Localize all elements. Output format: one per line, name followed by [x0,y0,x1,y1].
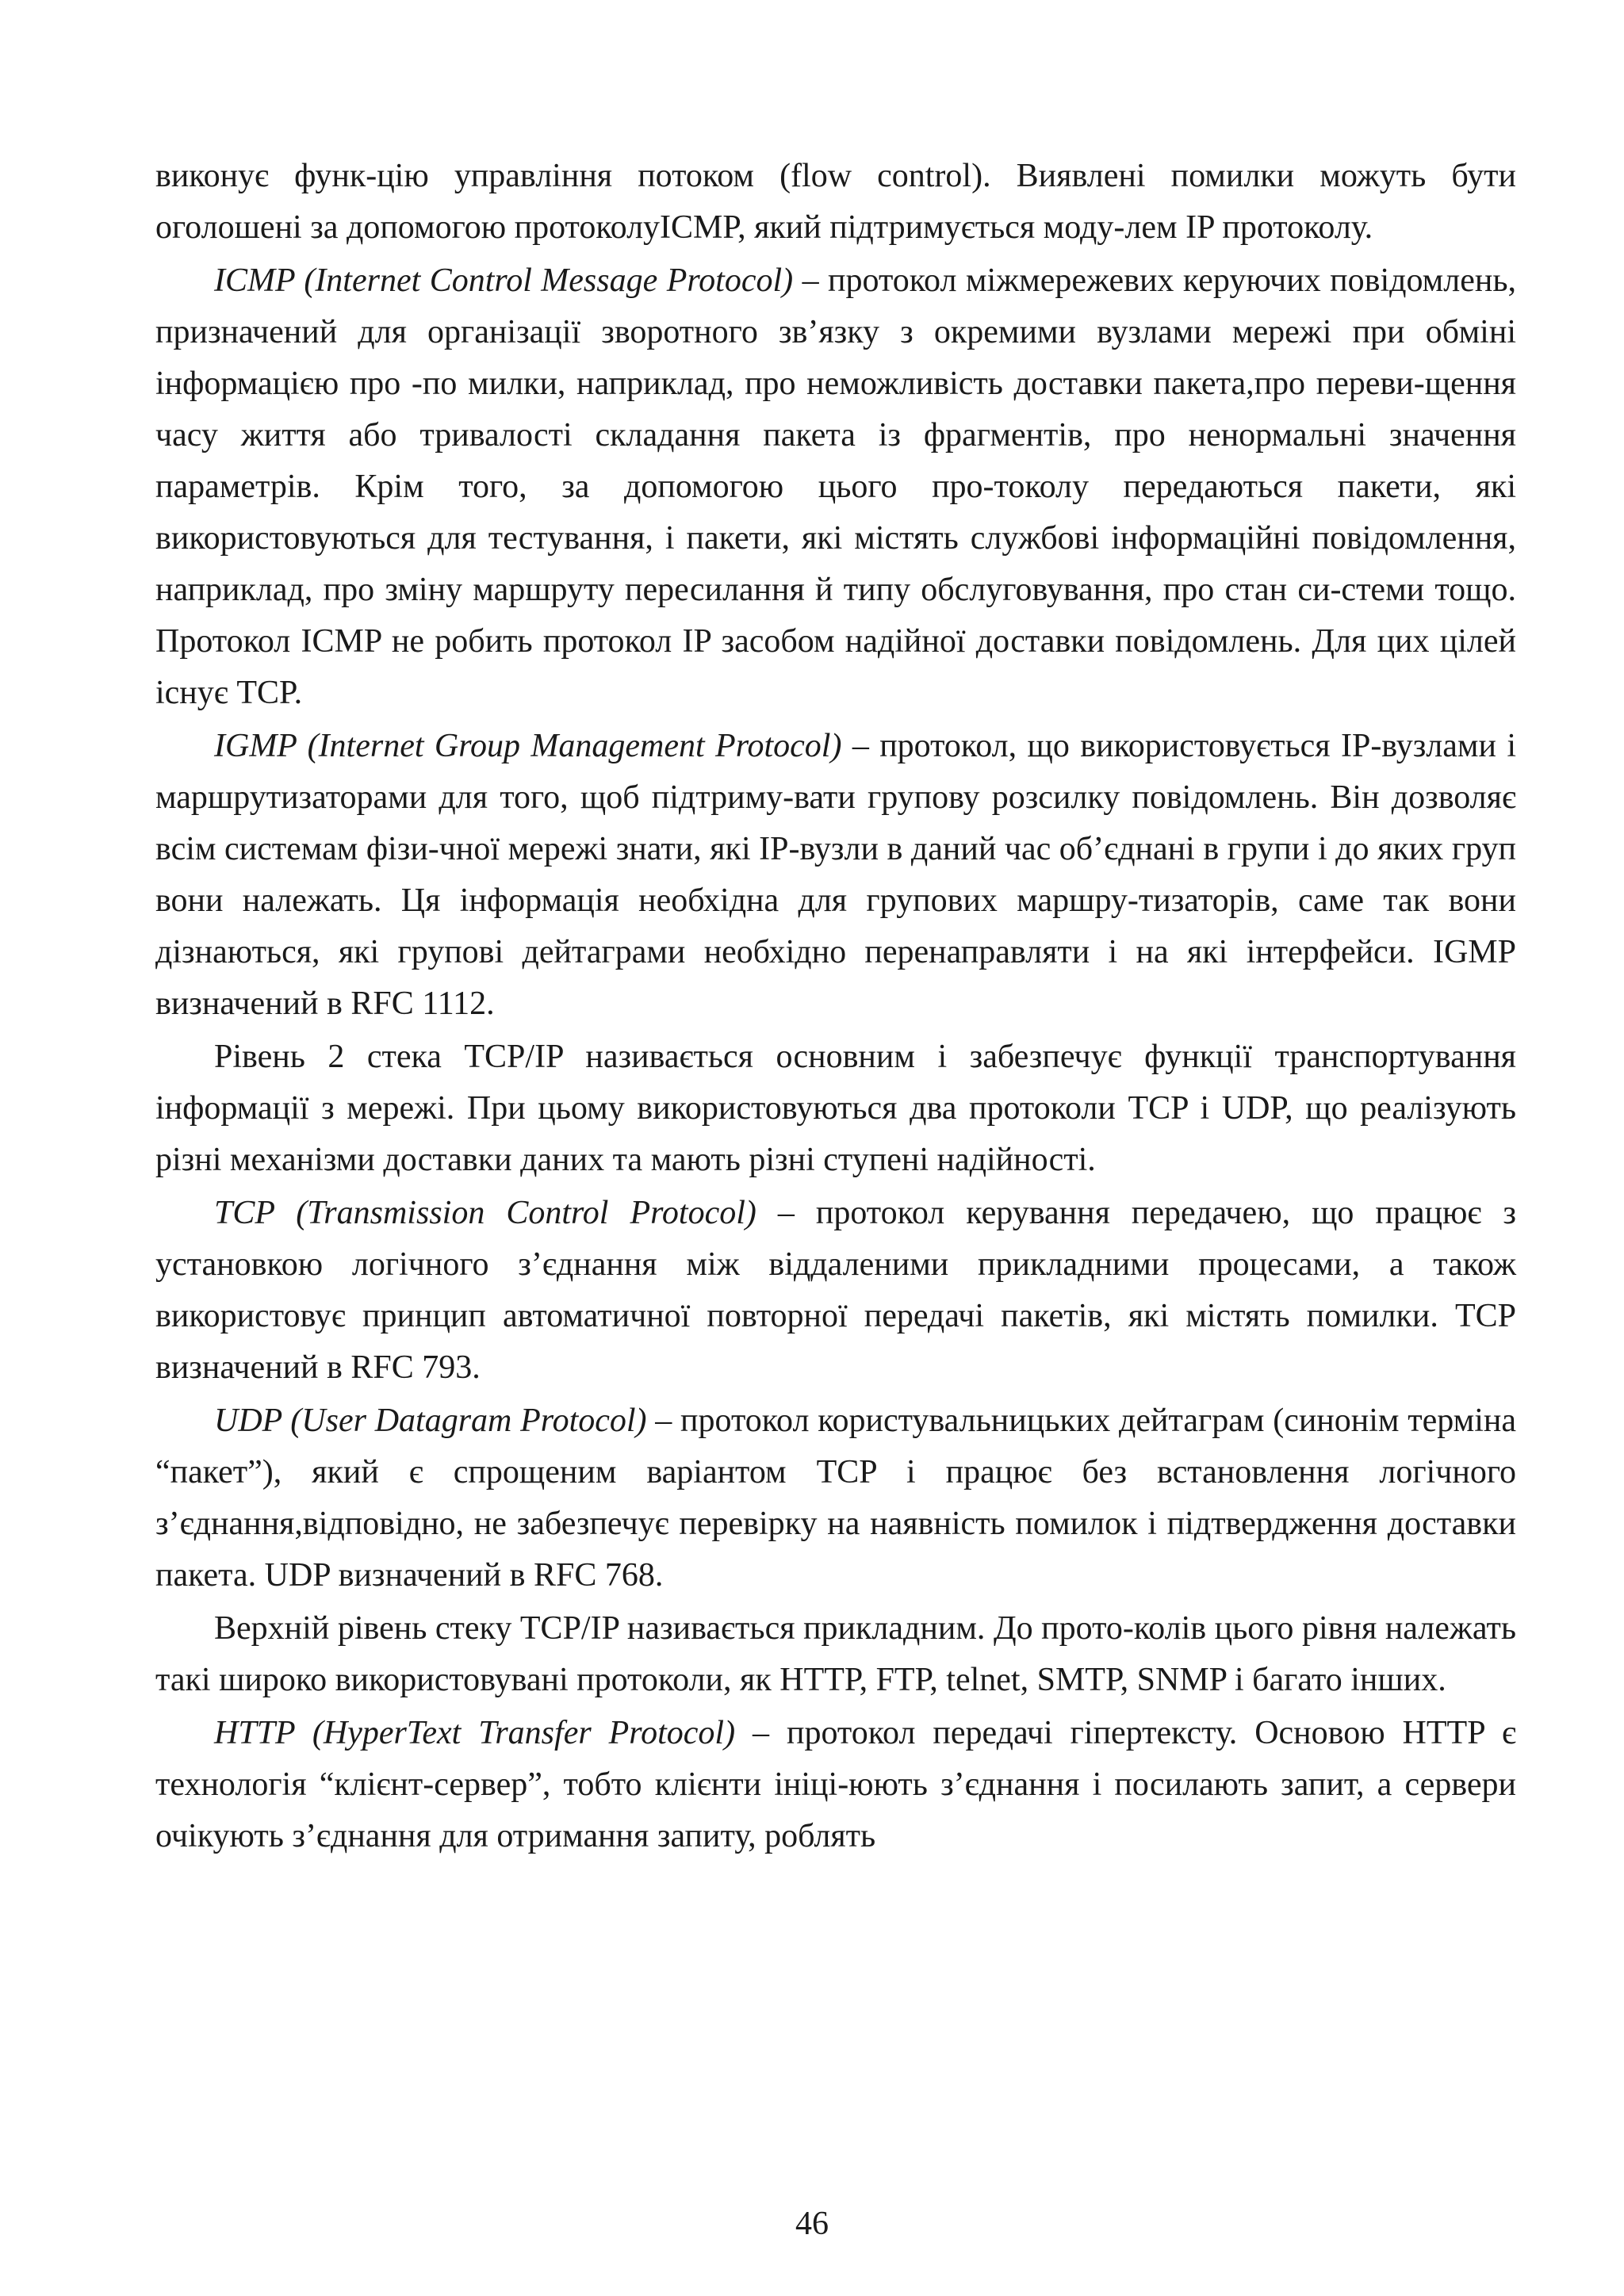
paragraph-icmp [155,255,1516,719]
paragraph-text: – протокол міжмережевих керуючих повідомлень, призначений для організації зворотного зв’язку з окремими вузлами мережі при обміні інформацією про -по милки, наприклад, про неможливість доставки пакета,про переви-щення часу життя або тривалості складання пакета із фрагментів, про ненормальні значення параметрів. Крім того, за допомогою цього про-токолу передаються пакети, які використовуються для тестування, і пакети, які містять службові інформаційні повідомлення, наприклад, про зміну маршруту пересилання й типу обслуговування, про стан си-стеми тощо. Протокол ICMP не робить протокол IP засобом надійної доставки повідомлень. Для цих цілей існує TCP. [155,262,1516,711]
paragraph-text: Рівень 2 стека TCP/IP називається основним і забезпечує функції транспортування інформації з мережі. При цьому використовуються два протоколи TCP і UDP, що реалізують різні механізми доставки даних та мають різні ступені надійності. [155,1039,1516,1178]
paragraph-text: – протокол керування передачею, що працює з установкою логічного з’єднання між віддаленими прикладними процесами, а також використовує принцип автоматичної повторної передачі пакетів, які містять помилки. TCP визначений в RFC 793. [155,1195,1516,1386]
term-udp: UDP (User Datagram Protocol) [214,1402,647,1439]
paragraph-text: – протокол, що використовується IP-вузлами і маршрутизаторами для того, щоб підтриму-вати групову розсилку повідомлень. Він дозволяє всім системам фізи-чної мережі знати, які IP-вузли в даний час об’єднані в групи і до яких груп вони належать. Ця інформація необхідна для групових маршру-тизаторів, саме так вони дізнаються, які групові дейтаграми необхідно перенаправляти і на які інтерфейси. IGMP визначений в RFC 1112. [155,728,1516,1022]
paragraph-tcp [155,1188,1516,1394]
paragraph-text: – протокол користувальницьких дейтаграм (синонім терміна “пакет”), який є спрощеним варіантом TCP і працює без встановлення логічного з’єднання,відповідно, не забезпечує перевірку на наявність помилок і підтвердження доставки пакета. UDP визначений в RFC 768. [155,1402,1516,1594]
paragraph-application-layer [155,1603,1516,1706]
term-igmp: IGMP (Internet Group Management Protocol) [214,728,842,764]
paragraph-http [155,1708,1516,1862]
paragraph-text: Верхній рівень стеку TCP/IP називається прикладним. До прото-колів цього рівня належать такі широко використовувані протоколи, як HTTP, FTP, telnet, SMTP, SNMP і багато інших. [155,1610,1516,1698]
paragraph-transport-layer [155,1031,1516,1186]
paragraph-flow-control-continuation [155,151,1516,254]
paragraph-igmp [155,721,1516,1030]
term-http: HTTP (HyperText Transfer Protocol) [214,1715,736,1751]
paragraph-text: – протокол передачі гіпертексту. Основою HTTP є технологія “клієнт-сервер”, тобто клієнти ініці-юють з’єднання і посилають запит, а сервери очікують з’єднання для отримання запиту, роблять [155,1715,1516,1854]
paragraph-text: виконує функ-цію управління потоком (flow control). Виявлені помилки можуть бути оголошені за допомогою протоколуICMP, який підтримується моду-лем IP протоколу. [155,158,1516,246]
page-number: 46 [795,2206,829,2242]
document-page [155,151,1516,2180]
term-icmp: ICMP (Internet Control Message Protocol) [214,262,794,299]
paragraph-udp [155,1395,1516,1601]
term-tcp: TCP (Transmission Control Protocol) [214,1195,756,1231]
